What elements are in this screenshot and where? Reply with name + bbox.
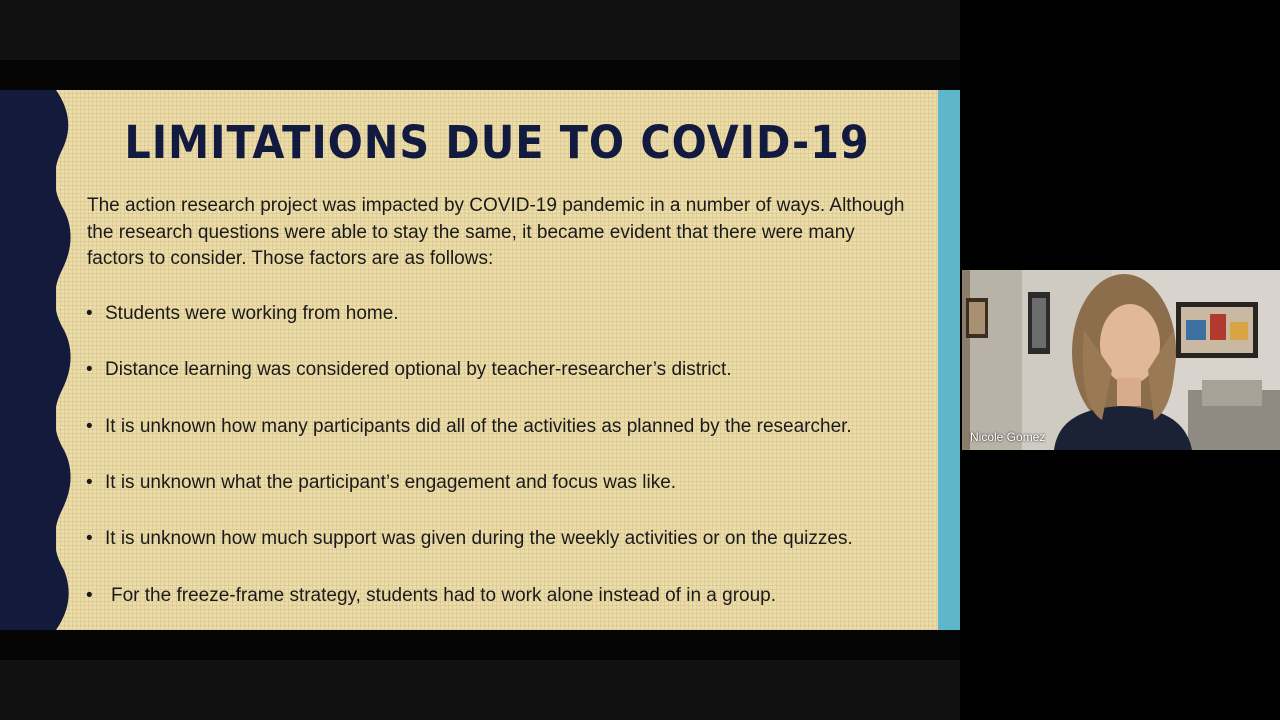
participant-video-feed <box>962 270 1280 450</box>
participant-name-label: Nicole Gomez <box>970 430 1046 444</box>
list-item-text: For the freeze-frame strategy, students had to work alone instead of in a group. <box>111 585 777 606</box>
participant-video-tile[interactable] <box>962 270 1280 450</box>
list-item <box>86 585 776 607</box>
accent-strip <box>938 90 960 630</box>
list-item-text: It is unknown how much support was given during the weekly activities or on the quizzes. <box>105 528 853 549</box>
wavy-border <box>40 90 80 630</box>
presentation-slide <box>0 90 960 630</box>
list-item <box>86 416 852 438</box>
list-item-text: It is unknown what the participant’s engagement and focus was like. <box>105 472 677 493</box>
bullet-icon: • <box>86 303 93 324</box>
list-item-text: Students were working from home. <box>105 303 399 324</box>
list-item <box>86 528 853 550</box>
slide-title: LIMITATIONS DUE TO COVID-19 <box>124 116 870 169</box>
list-item <box>86 472 676 494</box>
bullet-icon: • <box>86 359 93 380</box>
bullet-icon: • <box>86 528 93 549</box>
bullet-icon: • <box>86 472 93 493</box>
list-item-text: It is unknown how many participants did all of the activities as planned by the researcher. <box>105 416 852 437</box>
letterbox-top <box>0 60 960 90</box>
bullet-icon: • <box>86 585 93 606</box>
list-item <box>86 303 399 325</box>
letterbox-bottom <box>0 630 960 660</box>
bullet-icon: • <box>86 416 93 437</box>
list-item <box>86 359 732 381</box>
slide-intro-paragraph: The action research project was impacted by COVID-19 pandemic in a number of ways. Although the research questions were able to stay the same, it became evident that there were many factors to consider. Those factors are as follows: <box>87 195 905 269</box>
list-item-text: Distance learning was considered optional by teacher-researcher’s district. <box>105 359 732 380</box>
